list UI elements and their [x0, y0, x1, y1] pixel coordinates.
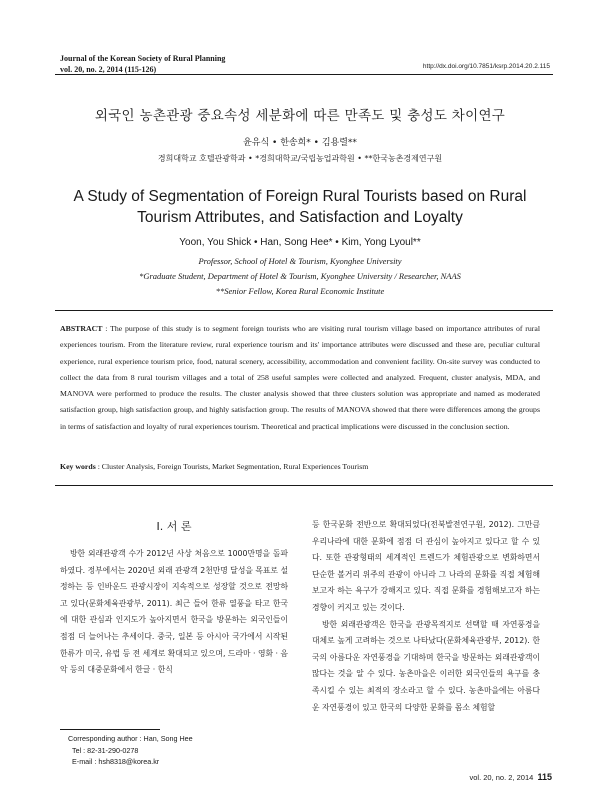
english-affiliation-1: Professor, School of Hotel & Tourism, Kyonghee University [198, 256, 402, 266]
english-affiliation-2: *Graduate Student, Department of Hotel & Tourism, Kyonghee University / Researcher, NAAS [139, 271, 461, 281]
footnote-email: E-mail : hsh8318@korea.kr [72, 757, 160, 766]
page-number: 115 [537, 772, 552, 782]
body-left-column [60, 546, 288, 679]
keywords [60, 462, 540, 471]
journal-issue: vol. 20, no. 2, 2014 (115-126) [60, 65, 157, 74]
abstract-text: : The purpose of this study is to segment foreign tourists who are visiting rural tourism village based on importance attributes of rural experiences tourism. From the literature review, rural experience tourism and its' importance attributes were discussed and these are, peculiar cultural experience, rural experience tourism price, food, natural scenery, accessibility, accommodation and convenient facility. On-site survey was conducted to collect the data from 8 rural tourism villages and a total of 258 useful samples were collected and analyzed. Frequent, cluster analysis, MDA, and MANOVA were performed to produce the results. The cluster analysis showed that three clusters solution was appropriate and named as moderated satisfaction group, high satisfaction group, and highly satisfaction group. The results of MANOVA showed that there were differences among the groups in terms of satisfaction and loyalty of rural experiences tourism. Theoretical and practical implications were discussed in the conclusion section. [60, 324, 541, 431]
corresponding-author-footnote [68, 733, 193, 768]
journal-header [60, 53, 225, 75]
footnote-tel: Tel : 82-31-290-0278 [72, 745, 139, 755]
page-footer [469, 772, 552, 782]
korean-title: 외국인 농촌관광 중요속성 세분화에 따른 만족도 및 충성도 차이연구 [94, 108, 506, 124]
section-heading: I. 서 론 [156, 520, 192, 533]
keywords-bottom-rule [55, 485, 553, 486]
footnote-rule [60, 729, 160, 730]
footer-issue: vol. 20, no. 2, 2014 [469, 773, 534, 782]
doi-link[interactable]: http://dx.doi.org/10.7851/ksrp.2014.20.2.115 [422, 63, 550, 70]
keywords-label: Key words [60, 462, 96, 471]
keywords-text: : Cluster Analysis, Foreign Tourists, Market Segmentation, Rural Experiences Tourism [97, 462, 369, 471]
english-authors: Yoon, You Shick • Han, Song Hee* • Kim, Yong Lyoul** [179, 237, 421, 248]
header-rule [55, 74, 553, 75]
english-title-line2: Tourism Attributes, and Satisfaction and Loyalty [137, 209, 463, 226]
journal-name: Journal of the Korean Society of Rural Planning [60, 54, 226, 63]
english-title [0, 186, 600, 228]
body-right-column [312, 517, 540, 716]
english-affiliation-3: **Senior Fellow, Korea Rural Economic Institute [215, 286, 385, 296]
english-title-line1: A Study of Segmentation of Foreign Rural Tourists based on Rural [73, 188, 527, 205]
body-paragraph: 방한 외래관광객 수가 2012년 사상 처음으로 1000만명을 돌파하였다. 정부에서는 2020년 외래 관광객 2천만명 달성을 목표로 설정하는 등 인바운드 관광시장이 지속적으로 성장할 것으로 전망하고 있다(문화체육관광부, 2011). 최근 들어 한류 열풍을 타고 한국에 대한 관심과 인지도가 높아지면서 한국을 방문하는 외국인들이 점점 더 늘어나는 추세이다. 중국, 일본 등 아시아 국가에서 시작된 한류가 미국, 유럽 등 전 세계로 확대되고 있으며, 드라마 · 영화 · 음악 등의 대중문화에서 한글 · 한식 [60, 549, 288, 675]
body-paragraph: 방한 외래관광객은 한국을 관광목적지로 선택할 때 자연풍경을 대체로 높게 고려하는 것으로 나타났다(문화체육관광부, 2012). 한국의 아름다운 자연풍경을 기대하며 한국을 방문하는 외래관광객이 많다는 것을 알 수 있다. 농촌마을은 이러한 외국인들의 욕구를 충족시킬 수 있는 최적의 장소라고 할 수 있다. 농촌마을에는 아름다운 자연풍경이 있고 한국의 다양한 문화를 몸소 체험할 [312, 619, 540, 712]
body-paragraph: 등 한국문화 전반으로 확대되었다(전북발전연구원, 2012). 그만큼 우리나라에 대한 문화에 점점 더 관심이 높아지고 있다고 할 수 있다. 또한 관광형태의 세계적인 트렌드가 체험관광으로 변화하면서 단순한 볼거리 위주의 관광이 아니라 그 나라의 문화를 직접 체험해보고자 하는 욕구가 강해지고 있다. 직접 문화를 경험해보고자 하는 경향이 커지고 있는 것이다. [312, 520, 540, 612]
abstract-label: ABSTRACT [60, 324, 103, 333]
abstract [60, 321, 540, 435]
abstract-top-rule [55, 310, 553, 311]
footnote-author: Corresponding author : Han, Song Hee [68, 734, 193, 743]
korean-affiliation: 경희대학교 호텔관광학과 • *경희대학교/국립농업과학원 • **한국농촌경제연구원 [157, 154, 443, 163]
korean-authors: 윤유식 • 한송희* • 김용렬** [243, 138, 357, 148]
